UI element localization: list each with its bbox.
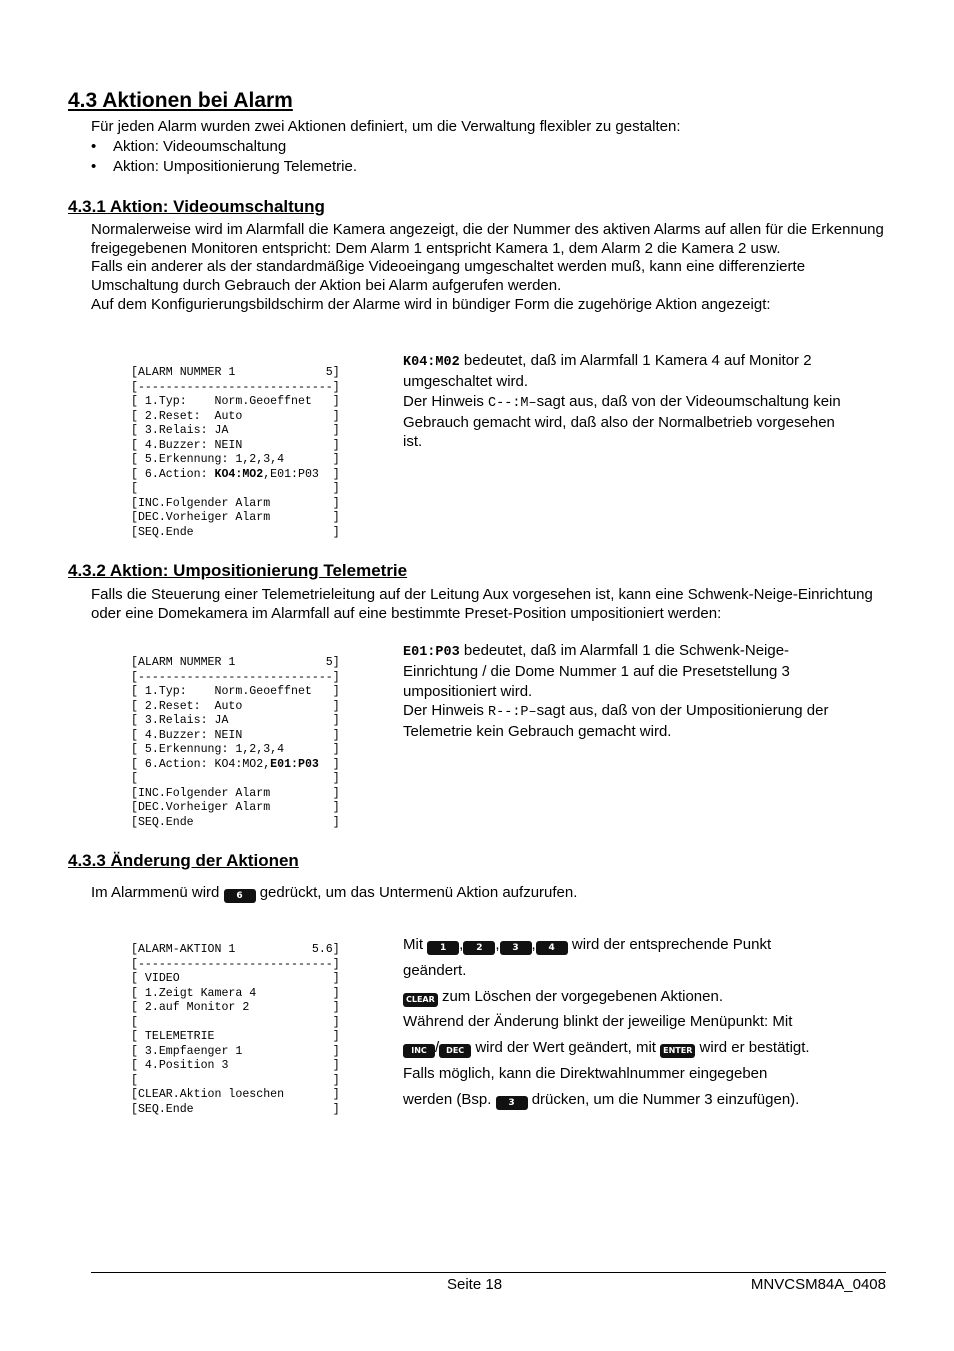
separator: / <box>435 1039 440 1057</box>
description-line <box>403 932 853 958</box>
description-text-part: sagt aus, daß von der Videoumschaltung kein Gebrauch gemacht wird, daß also der Normalbetrieb vorgesehen ist. <box>403 392 841 451</box>
description-text-part: sagt aus, daß von der Umpositionierung der Telemetrie kein Gebrauch gemacht wird. <box>403 701 829 741</box>
alarm-action-screen: [ALARM-AKTION 1 5.6] [----------------------------] [ VIDEO ] [ 1.Zeigt Kamera 4 ] [ 2.auf Monitor 2 ] [ ] [ TELEMETRIE ] [ 3.Empfaenger 1 ] [ 4.Position 3 ] [ ] [CLEAR.Aktion loeschen ] [SEQ.Ende ] <box>131 943 340 1117</box>
description-line: Falls möglich, kann die Direktwahlnummer eingegeben <box>403 1064 768 1082</box>
description-line: Während der Änderung blinkt der jeweilige Menüpunkt: Mit <box>403 1013 793 1031</box>
key-3-icon: 3 <box>500 941 532 955</box>
hint-code: C--:M– <box>488 395 537 411</box>
screen-1-description <box>403 351 853 451</box>
description-text-part: bedeutet, daß im Alarmfall 1 Kamera 4 auf Monitor 2 umgeschaltet wird. <box>403 352 812 391</box>
text-part: Im Alarmmenü wird <box>91 884 224 901</box>
clear-key-icon: CLEAR <box>403 993 438 1007</box>
text-part: Mit <box>403 936 428 953</box>
code-label: E01:P03 <box>403 645 460 660</box>
paragraph: Falls die Steuerung einer Telemetrieleitung auf der Leitung Aux vorgesehen ist, kann eine Schwenk-Neige-Einrichtung oder eine Domekamera im Alarmfall auf eine bestimmte Preset-Position umpositioniert werden: <box>91 586 873 622</box>
bullet-item: • Aktion: Umpositionierung Telemetrie. <box>91 157 357 177</box>
description-text-part: bedeutet, daß im Alarmfall 1 die Schwenk-Neige-Einrichtung / die Dome Nummer 1 auf die Presetstellung 3 umpositioniert wird. <box>403 642 790 700</box>
hint-code: R--:P– <box>488 704 537 720</box>
description-line: geändert. <box>403 961 467 979</box>
screen-highlight: KO4:MO2 <box>214 467 264 481</box>
key-2-icon: 2 <box>463 941 495 955</box>
inc-key-icon: INC <box>403 1044 435 1058</box>
code-label: K04:M02 <box>403 355 460 370</box>
action-keys-description <box>403 932 853 1113</box>
description-line <box>403 984 853 1010</box>
text-part: werden (Bsp. <box>403 1090 496 1108</box>
screen-text: [ALARM NUMMER 1 5] [----------------------------] [ 1.Typ: Norm.Geoeffnet ] [ 2.Reset: Auto ] [ 3.Relais: JA ] [ 4.Buzzer: NEIN ] [ 5.Erkennung: 1,2,3,4 ] [ 6.Action: <box>131 366 340 481</box>
text-part: drücken, um die Nummer 3 einzufügen). <box>527 1090 800 1108</box>
enter-key-icon: ENTER <box>660 1044 695 1058</box>
text-part: wird der Wert geändert, mit <box>471 1039 661 1057</box>
description-line <box>403 1035 853 1061</box>
subsection-body-4-3-1 <box>91 221 891 315</box>
section-title: 4.3 Aktionen bei Alarm <box>68 89 293 112</box>
description-line <box>403 1087 853 1113</box>
description-text <box>403 641 853 701</box>
key-4-icon: 4 <box>536 941 568 955</box>
screen-2-description <box>403 641 853 741</box>
subsection-title-4-3-3: 4.3.3 Änderung der Aktionen <box>68 851 299 870</box>
subsection-body-4-3-3 <box>91 884 891 903</box>
paragraph: Normalerweise wird im Alarmfall die Kamera angezeigt, die der Nummer des aktiven Alarms auf allen für die Erkennung freigegebenen Monitoren entspricht: Dem Alarm 1 entspricht Kamera 1, dem Alarm 2 die Kamera 2 usw. <box>91 221 884 257</box>
description-text <box>403 392 853 452</box>
separator: , <box>495 936 500 953</box>
separator: , <box>459 936 464 953</box>
screen-highlight: E01:P03 <box>270 757 319 771</box>
alarm-screen-1 <box>131 366 340 541</box>
description-text <box>403 701 853 742</box>
subsection-body-4-3-2 <box>91 586 891 623</box>
description-text-part: Der Hinweis <box>403 392 489 410</box>
intro-text: Für jeden Alarm wurden zwei Aktionen definiert, um die Verwaltung flexibler zu gestalten: <box>91 118 681 135</box>
page-number: Seite 18 <box>447 1276 503 1293</box>
subsection-title-4-3-2: 4.3.2 Aktion: Umpositionierung Telemetrie <box>68 561 408 580</box>
key-1-icon: 1 <box>427 941 459 955</box>
description-text <box>403 351 853 392</box>
text-part: wird er bestätigt. <box>695 1039 810 1057</box>
separator: , <box>531 936 536 953</box>
bullet-item: • Aktion: Videoumschaltung <box>91 137 357 157</box>
screen-text: ,E01:P03 ] [ ] [INC.Folgender Alarm ] [DEC.Vorheiger Alarm ] [SEQ.Ende ] <box>131 467 340 540</box>
paragraph <box>91 884 891 903</box>
text-part: zum Löschen der vorgegebenen Aktionen. <box>437 987 723 1005</box>
paragraph: Auf dem Konfigurierungsbildschirm der Alarme wird in bündiger Form die zugehörige Aktion angezeigt: <box>91 295 771 313</box>
alarm-screen-2 <box>131 656 340 831</box>
text-part: wird der entsprechende Punkt <box>567 936 772 953</box>
text-part: gedrückt, um das Untermenü Aktion aufzurufen. <box>255 884 578 901</box>
section-intro <box>91 118 891 137</box>
key-6-icon: 6 <box>224 889 256 903</box>
description-text-part: Der Hinweis <box>403 701 489 719</box>
dec-key-icon: DEC <box>439 1044 471 1058</box>
screen-text: ] [ ] [INC.Folgender Alarm ] [DEC.Vorheiger Alarm ] [SEQ.Ende ] <box>131 757 340 830</box>
screen-text: [ALARM NUMMER 1 5] [----------------------------] [ 1.Typ: Norm.Geoeffnet ] [ 2.Reset: Auto ] [ 3.Relais: JA ] [ 4.Buzzer: NEIN ] [ 5.Erkennung: 1,2,3,4 ] [ 6.Action: KO4:MO2, <box>131 656 340 771</box>
key-3-icon: 3 <box>496 1096 528 1110</box>
paragraph: Falls ein anderer als der standardmäßige Videoeingang umgeschaltet werden muß, kann eine differenzierte Umschaltung durch Gebrauch der Aktion bei Alarm aufgerufen werden. <box>91 258 806 295</box>
document-code: MNVCSM84A_0408 <box>750 1276 886 1293</box>
footer-divider <box>91 1272 886 1273</box>
action-bullet-list <box>91 137 357 176</box>
subsection-title-4-3-1: 4.3.1 Aktion: Videoumschaltung <box>68 197 325 216</box>
